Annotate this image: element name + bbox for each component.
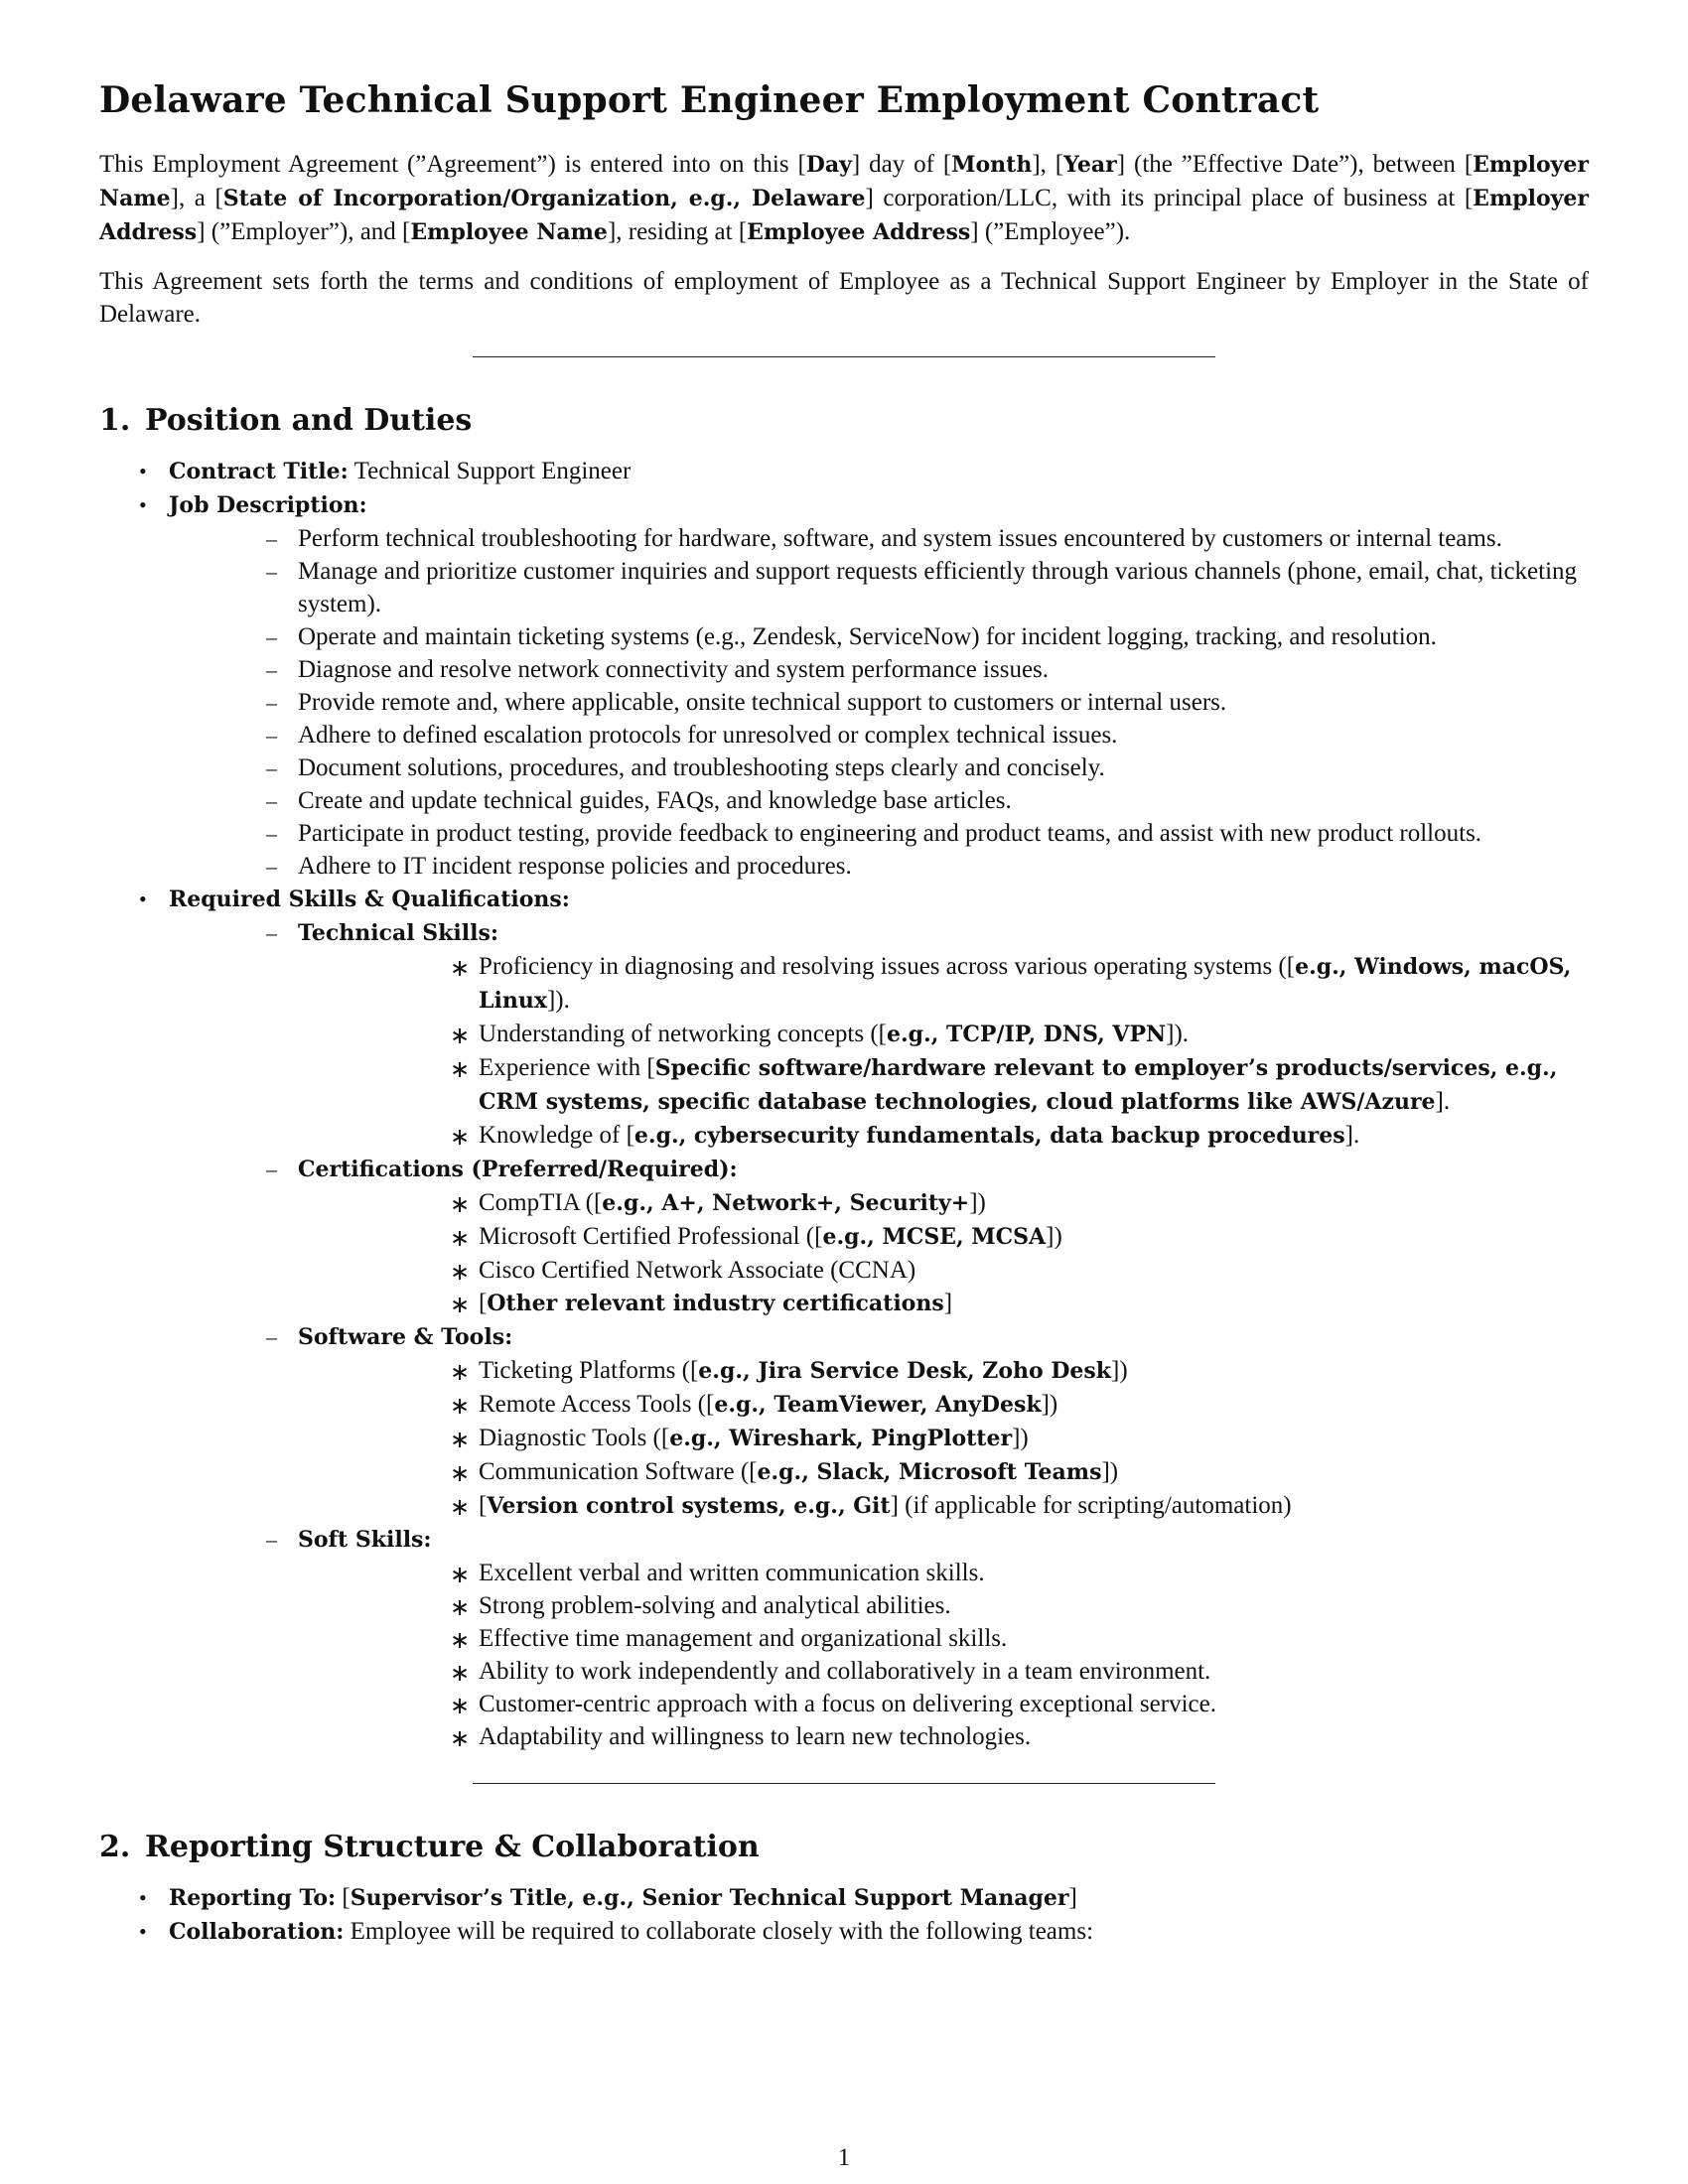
bullet-marker: • [139, 1885, 147, 1911]
list-marker: – [266, 723, 277, 749]
skill-item [298, 1287, 1589, 1320]
item-text: Adhere to defined escalation protocols for unresolved or complex technical issues. [298, 722, 1118, 750]
reporting-list [99, 1881, 1589, 1949]
placeholder-value: Employee Name [410, 219, 608, 246]
job-duty-item [169, 817, 1589, 850]
list-marker: – [266, 657, 277, 683]
job-duty-item [169, 784, 1589, 817]
text-run: [ [479, 1290, 488, 1317]
placeholder-value: Day [805, 152, 852, 179]
text-run: ]. [1344, 1122, 1360, 1150]
skill-groups-list [169, 916, 1589, 1753]
job-duty-item [169, 686, 1589, 719]
section-1-heading [99, 403, 1589, 439]
list-marker: ∗ [450, 1226, 471, 1253]
text-run: Proficiency in diagnosing and resolving issues across various operating systems ([ [479, 953, 1296, 981]
list-marker: – [266, 1324, 277, 1350]
item-label: Contract Title: [169, 459, 349, 485]
item-value: Technical Support Engineer [353, 458, 632, 485]
bracket: [ [342, 1884, 351, 1912]
list-marker: ∗ [450, 1125, 471, 1152]
text-run: This Employment Agreement (”Agreement”) is entered into on this [ [99, 151, 806, 179]
text-run: ]) [1111, 1357, 1128, 1385]
section-divider [473, 1783, 1215, 1784]
group-label: Soft Skills: [298, 1527, 432, 1554]
list-marker: ∗ [450, 1726, 471, 1753]
skill-group [169, 1153, 1589, 1320]
list-marker: ∗ [450, 1628, 471, 1655]
text-run: ], [ [1032, 151, 1064, 179]
item-text: Adhere to IT incident response policies and procedures. [298, 853, 852, 881]
position-duties-list [99, 455, 1589, 1753]
text-run: Microsoft Certified Professional ([ [479, 1223, 823, 1251]
text-run: Customer-centric approach with a focus on delivering exceptional service. [479, 1691, 1216, 1718]
item-label: Reporting To: [169, 1885, 337, 1912]
text-run: ] (the ”Effective Date”), between [ [1116, 151, 1474, 179]
item-text: Provide remote and, where applicable, onsite technical support to customers or internal users. [298, 689, 1227, 717]
skill-item [298, 1388, 1589, 1422]
list-marker: ∗ [450, 1057, 471, 1084]
text-run: ]) [1012, 1425, 1029, 1452]
placeholder-value: e.g., Wireshark, PingPlotter [669, 1426, 1013, 1452]
text-run: Communication Software ([ [479, 1458, 758, 1486]
section-divider [473, 356, 1215, 357]
text-run: Effective time management and organizational skills. [479, 1625, 1008, 1653]
placeholder-value: Supervisor’s Title, e.g., Senior Technical Support Manager [350, 1885, 1069, 1912]
placeholder-value: e.g., Jira Service Desk, Zoho Desk [698, 1358, 1112, 1385]
placeholder-value: Employee Address [747, 219, 971, 246]
list-marker: ∗ [450, 1192, 471, 1219]
section-number: 1. [99, 403, 131, 439]
intro-scope-paragraph: This Agreement sets forth the terms and conditions of employment of Employee as a Technical Support Engineer by Employer in the State of Delaware. [99, 268, 1589, 329]
skill-item [298, 1688, 1589, 1720]
text-run: ] day of [ [851, 151, 952, 179]
skill-item [298, 1622, 1589, 1655]
list-marker: ∗ [450, 1260, 471, 1287]
job-duty-item [169, 850, 1589, 883]
list-marker: ∗ [450, 1024, 471, 1050]
item-text: Create and update technical guides, FAQs, and knowledge base articles. [298, 787, 1012, 815]
skill-item [298, 1422, 1589, 1455]
list-marker: ∗ [450, 1694, 471, 1720]
skills-item [99, 883, 1589, 1753]
placeholder-value: Year [1063, 152, 1117, 179]
placeholder-value: Specific software/hardware relevant to employer’s products/services, e.g., CRM systems, specific database technologies, cloud platforms like AWS/Azure [479, 1055, 1558, 1116]
item-label: Collaboration: [169, 1919, 345, 1946]
bullet-marker: • [139, 492, 147, 518]
placeholder-value: e.g., MCSE, MCSA [822, 1224, 1047, 1251]
item-text: Operate and maintain ticketing systems (e.g., Zendesk, ServiceNow) for incident logging, tracking, and resolution. [298, 623, 1437, 651]
text-run: ] (if applicable for scripting/automation) [890, 1492, 1292, 1520]
placeholder-value: Employer Address [99, 186, 1590, 246]
text-run: ]). [546, 987, 570, 1015]
page-number: 1 [837, 2144, 851, 2171]
list-marker: – [266, 788, 277, 814]
placeholder-value: Month [951, 152, 1033, 179]
item-value: Employee will be required to collaborate closely with the following teams: [350, 1918, 1094, 1946]
section-title: Position and Duties [145, 403, 473, 439]
text-run: ]). [1166, 1021, 1190, 1048]
text-run: ], a [ [170, 185, 223, 212]
skill-items-list [298, 1354, 1589, 1523]
skill-item [298, 1655, 1589, 1688]
item-text: Perform technical troubleshooting for hardware, software, and system issues encountered by customers or internal teams. [298, 525, 1502, 553]
item-text: Manage and prioritize customer inquiries and support requests efficiently through various channels (phone, email, chat, ticketing system). [298, 558, 1578, 618]
bullet-marker: • [139, 459, 147, 484]
skill-group [169, 916, 1589, 1153]
list-marker: ∗ [450, 1661, 471, 1688]
placeholder-value: Version control systems, e.g., Git [487, 1493, 891, 1520]
job-duty-item [169, 522, 1589, 555]
list-marker: – [266, 559, 277, 585]
text-run: ]. [1435, 1088, 1451, 1116]
job-duty-item [169, 751, 1589, 784]
group-label: Certifications (Preferred/Required): [298, 1157, 738, 1183]
document-title: Delaware Technical Support Engineer Employment Contract [99, 79, 1320, 121]
text-run: ] corporation/LLC, with its principal place of business at [ [865, 185, 1474, 212]
placeholder-value: State of Incorporation/Organization, e.g., Delaware [222, 186, 866, 212]
job-duties-list [169, 522, 1589, 883]
text-run: ] (”Employee”). [970, 218, 1131, 246]
item-text: Document solutions, procedures, and troubleshooting steps clearly and concisely. [298, 754, 1105, 782]
text-run: Adaptability and willingness to learn new technologies. [479, 1723, 1032, 1751]
text-run: Knowledge of [ [479, 1122, 634, 1150]
list-marker: ∗ [450, 956, 471, 983]
skill-group [169, 1320, 1589, 1523]
placeholder-value: e.g., A+, Network+, Security+ [602, 1190, 970, 1217]
text-run: Remote Access Tools ([ [479, 1391, 715, 1419]
placeholder-value: Employer Name [99, 152, 1589, 212]
group-label: Software & Tools: [298, 1324, 513, 1351]
list-marker: – [266, 690, 277, 716]
list-marker: – [266, 1527, 277, 1553]
placeholder-value: e.g., Windows, macOS, Linux [479, 954, 1572, 1015]
text-run: Strong problem-solving and analytical abilities. [479, 1592, 951, 1620]
contract-title-item [99, 455, 1589, 488]
skill-item [298, 1455, 1589, 1489]
section-title: Reporting Structure & Collaboration [145, 1830, 760, 1865]
list-marker: – [266, 920, 277, 946]
text-run: ] (”Employer”), and [ [197, 218, 411, 246]
section-number: 2. [99, 1830, 131, 1865]
section-2-heading [99, 1830, 1589, 1865]
skill-item [298, 1557, 1589, 1589]
list-marker: – [266, 854, 277, 880]
text-run: ], residing at [ [607, 218, 748, 246]
list-marker: – [266, 1157, 277, 1182]
text-run: ] [943, 1290, 953, 1317]
skill-items-list [298, 1186, 1589, 1320]
text-run: ]) [1041, 1391, 1058, 1419]
placeholder-value: e.g., TCP/IP, DNS, VPN [887, 1022, 1167, 1048]
list-marker: ∗ [450, 1461, 471, 1488]
job-duty-item [169, 719, 1589, 751]
job-duty-item [169, 555, 1589, 620]
list-marker: – [266, 755, 277, 781]
placeholder-value: e.g., Slack, Microsoft Teams [757, 1459, 1102, 1486]
skill-item [298, 1051, 1589, 1119]
text-run: Cisco Certified Network Associate (CCNA) [479, 1257, 916, 1285]
skill-items-list [298, 1557, 1589, 1753]
skill-group [169, 1523, 1589, 1753]
text-run: Ability to work independently and collaboratively in a team environment. [479, 1658, 1211, 1686]
list-marker: ∗ [450, 1495, 471, 1522]
item-text: Diagnose and resolve network connectivity and system performance issues. [298, 656, 1050, 684]
contract-page [99, 79, 1589, 1949]
item-label: Required Skills & Qualifications: [169, 887, 570, 913]
skill-item [298, 1720, 1589, 1753]
skill-item [298, 1220, 1589, 1254]
list-marker: – [266, 624, 277, 650]
skill-item [298, 1589, 1589, 1622]
skill-item [298, 1354, 1589, 1388]
intro-paragraph [99, 148, 1589, 249]
skill-item [298, 1119, 1589, 1153]
text-run: Excellent verbal and written communication skills. [479, 1560, 985, 1587]
placeholder-value: Other relevant industry certifications [487, 1291, 944, 1317]
bullet-marker: • [139, 1919, 147, 1945]
list-marker: – [266, 821, 277, 847]
job-description-item [99, 488, 1589, 883]
list-marker: ∗ [450, 1360, 471, 1387]
list-marker: ∗ [450, 1428, 471, 1454]
placeholder-value: e.g., cybersecurity fundamentals, data backup procedures [633, 1123, 1345, 1150]
list-marker: ∗ [450, 1595, 471, 1622]
text-run: Understanding of networking concepts ([ [479, 1021, 887, 1048]
skill-item [298, 1489, 1589, 1523]
text-run: ]) [969, 1189, 986, 1217]
text-run: Experience with [ [479, 1054, 655, 1082]
bullet-marker: • [139, 887, 147, 912]
skill-items-list [298, 950, 1589, 1153]
item-label: Job Description: [169, 492, 367, 519]
skill-item [298, 950, 1589, 1018]
skill-item [298, 1254, 1589, 1287]
bracket: ] [1068, 1884, 1077, 1912]
reporting-to-item [99, 1881, 1589, 1915]
text-run: [ [479, 1492, 488, 1520]
list-marker: ∗ [450, 1293, 471, 1319]
skill-item [298, 1018, 1589, 1051]
text-run: Ticketing Platforms ([ [479, 1357, 699, 1385]
text-run: ]) [1101, 1458, 1119, 1486]
skill-item [298, 1186, 1589, 1220]
list-marker: ∗ [450, 1394, 471, 1421]
placeholder-value: e.g., TeamViewer, AnyDesk [714, 1392, 1042, 1419]
item-text: Participate in product testing, provide feedback to engineering and product teams, and assist with new product rollouts. [298, 820, 1482, 848]
list-marker: – [266, 526, 277, 552]
job-duty-item [169, 620, 1589, 653]
collaboration-item [99, 1915, 1589, 1949]
group-label: Technical Skills: [298, 920, 498, 947]
text-run: ]) [1046, 1223, 1062, 1251]
list-marker: ∗ [450, 1563, 471, 1589]
text-run: Diagnostic Tools ([ [479, 1425, 670, 1452]
job-duty-item [169, 653, 1589, 686]
text-run: CompTIA ([ [479, 1189, 603, 1217]
